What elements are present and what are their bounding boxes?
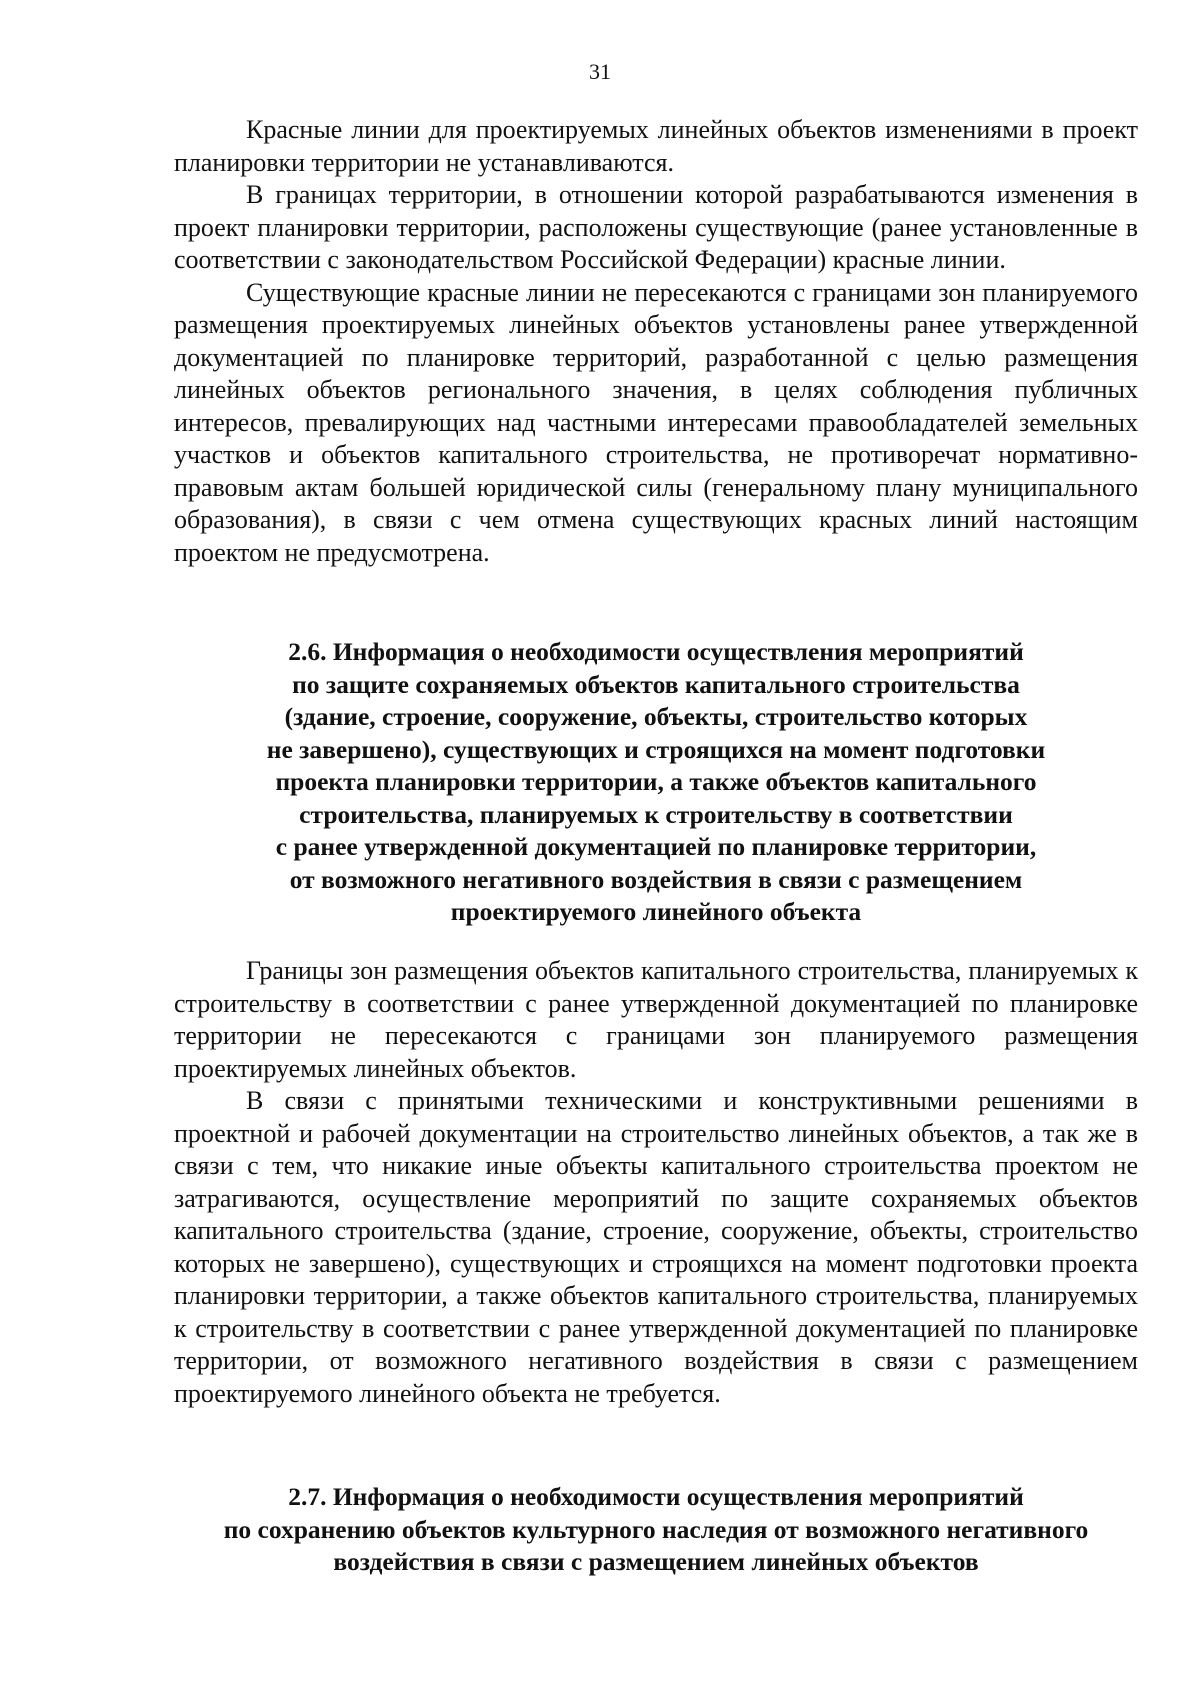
heading-line: воздействия в связи с размещением линейных объектов: [333, 1547, 979, 1576]
paragraph: В границах территории, в отношении которой разрабатываются изменения в проект планировки территории, расположены существующие (ранее установленные в соответствии с законодательством Российской Федерации) красные линии.: [174, 180, 1138, 274]
paragraph: Существующие красные линии не пересекаются с границами зон планируемого размещения проектируемых линейных объектов установлены ранее утвержденной документацией по планировке территорий, разработанной с целью размещения линейных объектов регионального значения, в целях соблюдения публичных интересов, превалирующих над частными интересами правообладателей земельных участков и объектов капитального строительства, не противоречат нормативно-правовым актам большей юридической силы (генеральному плану муниципального образования), в связи с чем отмена существующих красных линий настоящим проектом не предусмотрена.: [174, 277, 1138, 567]
paragraph: Границы зон размещения объектов капитального строительства, планируемых к строительству в соответствии с ранее утвержденной документацией по планировке территории не пересекаются с границами зон планируемого размещения проектируемых линейных объектов.: [174, 956, 1138, 1083]
heading-line: от возможного негативного воздействия в связи с размещением: [289, 864, 1023, 894]
heading-line: проекта планировки территории, а также объектов капитального: [275, 767, 1037, 796]
paragraph: Красные линии для проектируемых линейных объектов изменениями в проект планировки территории не устанавливаются.: [174, 115, 1138, 177]
heading-line: 2.7. Информация о необходимости осуществления мероприятий: [288, 1482, 1024, 1511]
heading-line: с ранее утвержденной документацией по планировке территории,: [275, 832, 1037, 861]
page-number: 31: [589, 59, 611, 84]
section-2-7-heading: [174, 1481, 1138, 1579]
heading-line: по защите сохраняемых объектов капитального строительства: [292, 669, 1020, 699]
section-2-6-heading: [174, 636, 1138, 929]
heading-line: строительства, планируемых к строительству в соответствии: [299, 799, 1013, 829]
heading-line: проектируемого линейного объекта: [450, 897, 862, 926]
red-lines-text-block: [174, 114, 1138, 569]
paragraph: В связи с принятыми техническими и конструктивными решениями в проектной и рабочей документации на строительство линейных объектов, а так же в связи с тем, что никакие иные объекты капитального строительства проектом не затрагиваются, осуществление мероприятий по защите сохраняемых объектов капитального строительства (здание, строение, сооружение, объекты, строительство которых не завершено), существующих и строящихся на момент подготовки проекта планировки территории, а также объектов капитального строительства, планируемых к строительству в соответствии с ранее утвержденной документацией по планировке территории, от возможного негативного воздействия в связи с размещением проектируемого линейного объекта не требуется.: [174, 1086, 1138, 1408]
section-2-6-text-block: [174, 955, 1138, 1410]
heading-line: не завершено), существующих и строящихся на момент подготовки: [266, 734, 1046, 764]
heading-line: по сохранению объектов культурного наследия от возможного негативного: [223, 1514, 1089, 1544]
heading-line: 2.6. Информация о необходимости осуществления мероприятий: [288, 637, 1024, 666]
heading-line: (здание, строение, сооружение, объекты, строительство которых: [284, 702, 1028, 731]
